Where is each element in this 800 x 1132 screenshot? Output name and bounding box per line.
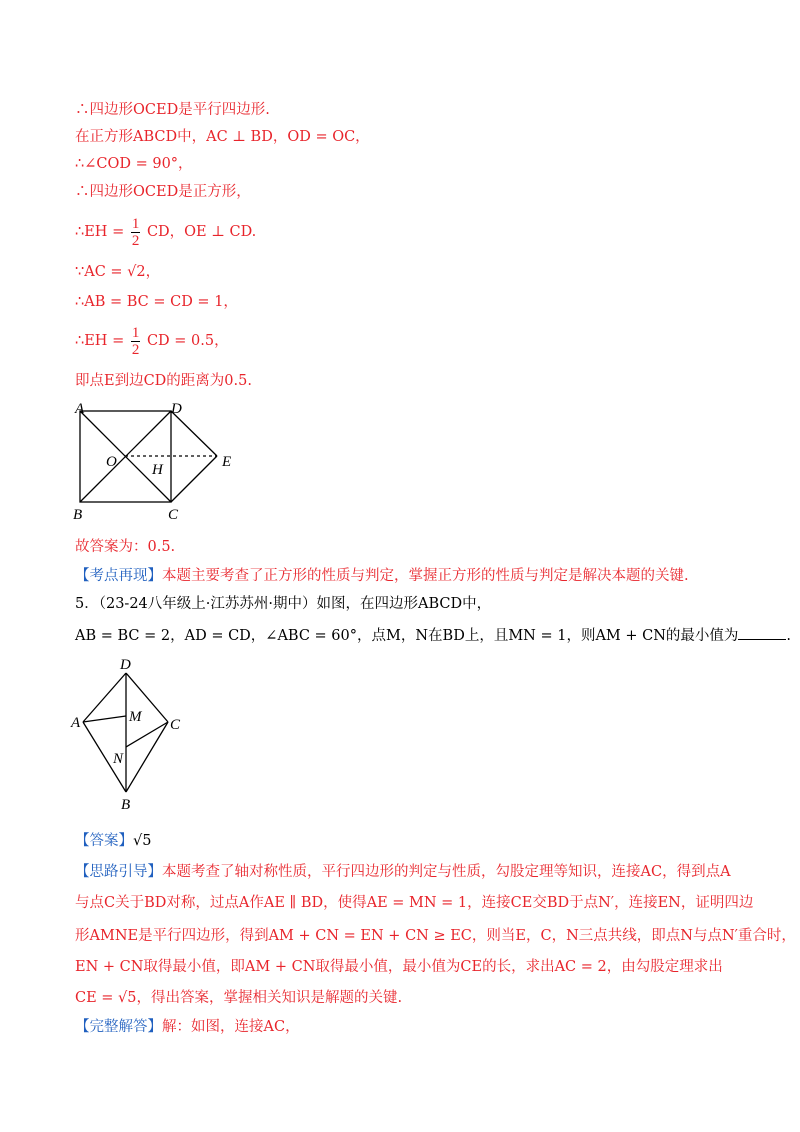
label-a: A [75,401,85,417]
label-c: C [168,507,179,523]
line-7: ∴AB = BC = CD = 1， [75,294,238,310]
question-5-text: AB = BC = 2，AD = CD，∠ABC = 60°，点M，N在BD上，且MN = 1，则AM + CN的最小值为 [75,628,739,644]
label-d: D [171,401,182,417]
silu-line-4: EN + CN取得最小值，即AM + CN取得最小值，最小值为CE的长，求出AC = 2，由勾股定理求出 [75,959,723,975]
segment-ce [171,456,217,502]
line-8 [75,324,229,358]
wanzheng-line [75,1017,300,1037]
label-n: N [113,751,124,767]
label-o: O [106,454,117,470]
label-b: B [73,507,83,523]
fraction-numerator: 1 [131,215,140,232]
wanzheng-tag: 【完整解答】 [75,1019,162,1035]
silu-text-1: 本题考查了轴对称性质，平行四边形的判定与性质，勾股定理等知识，连接AC，得到点A [162,864,731,880]
line-5-prefix: ∴EH = [75,224,125,240]
silu-tag: 【思路引导】 [75,864,162,880]
answer-blank [738,625,786,640]
question-5-body: AB = BC = 2，AD = CD，∠ABC = 60°，点M，N在BD上，且MN = 1，则AM + CN的最小值为 . [75,625,791,646]
label-m: M [129,709,142,725]
line-4: ∴四边形OCED是正方形， [75,184,251,200]
segment-ad [83,673,126,722]
silu-line-1 [75,862,731,882]
line-5-suffix: CD，OE ⊥ CD. [146,224,257,240]
wanzheng-text: 解：如图，连接AC， [162,1019,300,1035]
answer-5-line [75,831,151,851]
line-8-suffix: CD = 0.5， [146,333,229,349]
label-h: H [152,462,163,478]
label-b: B [121,797,131,813]
line-6: ∵AC = √2， [75,264,161,280]
kaodian-line [75,566,689,586]
line-3: ∴∠COD = 90°， [75,156,193,172]
label-a: A [71,715,81,731]
kaodian-tag: 【考点再现】 [75,568,162,584]
silu-line-5: CE = √5，得出答案，掌握相关知识是解题的关键. [75,990,403,1006]
answer-value: √5 [133,833,152,849]
answer-line: 故答案为：0.5. [75,539,176,555]
fraction-numerator: 1 [131,324,140,341]
silu-line-2: 与点C关于BD对称，过点A作AE ∥ BD，使得AE = MN = 1，连接CE交BD于点N′，连接EN，证明四边 [75,895,754,911]
figure-square-ocde [65,398,250,528]
silu-line-3: 形AMNE是平行四边形，得到AM + CN = EN + CN ≥ EC，则当E，C，N三点共线，即点N与点N′重合时， [75,928,796,944]
fraction-denominator: 2 [131,232,140,249]
segment-am [83,716,126,722]
segment-cb [126,722,168,792]
segment-de [171,411,217,456]
segment-cn [126,722,168,747]
fraction-half-2 [131,325,141,358]
label-e: E [222,454,232,470]
label-d: D [120,657,131,673]
line-2: 在正方形ABCD中，AC ⊥ BD，OD = OC， [75,129,370,145]
question-5-header: 5．（23-24八年级上·江苏苏州·期中）如图，在四边形ABCD中， [75,596,492,612]
line-9: 即点E到边CD的距离为0.5. [75,373,252,389]
figure-kite-abcd [65,653,190,813]
answer-tag: 【答案】 [75,833,133,849]
label-c: C [170,717,181,733]
line-8-prefix: ∴EH = [75,333,125,349]
fraction-half [131,216,141,249]
line-1: ∴四边形OCED是平行四边形. [75,102,270,118]
line-5 [75,215,256,249]
fraction-denominator: 2 [131,341,140,358]
kaodian-text: 本题主要考查了正方形的性质与判定，掌握正方形的性质与判定是解决本题的关键. [162,568,689,584]
